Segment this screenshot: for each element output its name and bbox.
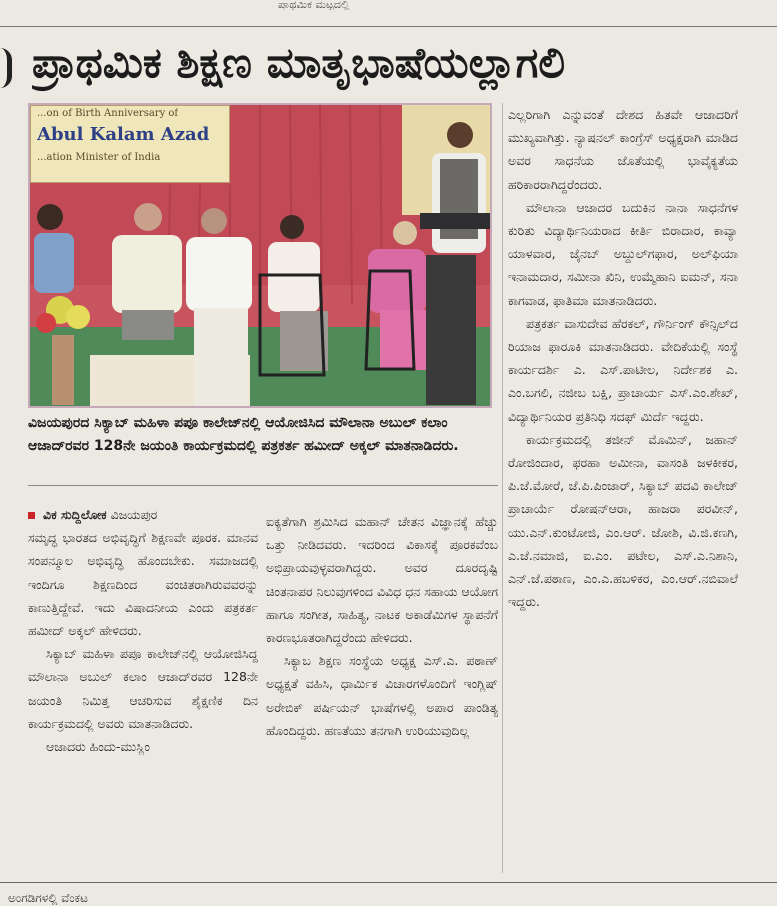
previous-article-text: ಪ್ರಾಥಮಿಕ ಮಟ್ಟದಲ್ಲಿ — [278, 0, 350, 10]
column-divider — [502, 103, 503, 873]
paragraph: ಪತ್ರಕರ್ತ ವಾಸುದೇವ ಹೆರಕಲ್, ಗೌರ್ನಿಂಗ್ ಕೌನ್ಸಿಲ್‌ದ ರಿಯಾಜ ಫಾರೂಕಿ ಮಾತನಾಡಿದರು. ವೇದಿಕೆಯಲ್ಲಿ ಸಂಸ್ಥೆ ಕಾರ್ಯದರ್ಶಿ ಎ. ಎಸ್.ಪಾಟೀಲ, ನಿರ್ದೇಶಕ ಎ. ಎಂ.ಬಗಲಿ, ನಜೀಬ ಬಕ್ಷಿ, ಪ್ರಾಚಾರ್ಯ ಎಸ್.ಎಂ.ಶೇಖ್, ವಿದ್ಯಾರ್ಥಿನಿಯರ ಪ್ರತಿನಿಧಿ ಸದಫ್ ಮಿರ್ದೆ ಇದ್ದರು. — [508, 315, 738, 424]
dateline-place: ವಿಜಯಪುರ — [110, 507, 158, 522]
top-divider — [0, 26, 777, 27]
paragraph: ಸಿಕ್ಯಾಬ್ ಮಹಿಳಾ ಪಪೂ ಕಾಲೇಜ್‌ನಲ್ಲಿ ಆಯೋಜಿಸಿದ್ದ ಮೌಲಾನಾ ಅಬುಲ್ ಕಲಾಂ ಆಜಾದ್‌ರವರ 128ನೇ ಜಯಂತಿ ನಿಮಿತ್ತ ಆಚರಿಸುವ ಶೈಕ್ಷಣಿಕ ದಿನ ಕಾರ್ಯಕ್ರಮದಲ್ಲಿ ಅವರು ಮಾತನಾಡಿದರು. — [28, 646, 258, 731]
dateline-marker-icon — [28, 512, 35, 519]
paragraph: ಎಲ್ಲರಿಗಾಗಿ ಎನ್ನುವಂತೆ ದೇಶದ ಹಿತವೇ ಆಜಾದರಿಗೆ ಮುಖ್ಯವಾಗಿತ್ತು. ನ್ಯಾಷನಲ್ ಕಾಂಗ್ರೆಸ್ ಅಧ್ಯಕ್ಷರಾಗಿ ಮಾಡಿದ ಅವರ ಸಾಧನೆಯ ಜೊತೆಯಲ್ಲಿ ಭಾವೈಕ್ಯತೆಯ ಹರಿಕಾರರಾಗಿದ್ದರೆಂದರು. — [508, 107, 738, 192]
dateline-source: ವಿಕ ಸುದ್ದಿಲೋಕ — [43, 507, 107, 522]
paragraph: ಸಮೃದ್ಧ ಭಾರತದ ಅಭಿವೃದ್ಧಿಗೆ ಶಿಕ್ಷಣವೇ ಪೂರಕ. ಮಾನವ ಸಂಪನ್ಮೂಲ ಅಭಿವೃದ್ಧಿ ಹೊಂದಬೇಕು. ಸಮಾಜದಲ್ಲಿ ಇಂದಿಗೂ ಶಿಕ್ಷಣದಿಂದ ವಂಚಿತರಾಗಿರುವವರನ್ನು ಕಾಣುತ್ತಿದ್ದೇವೆ. ಇದು ವಿಷಾದನೀಯ ಎಂದು ಪತ್ರಕರ್ತ ಹಮೀದ್ ಅಕ್ಕಲ್ ಹೇಳಿದರು. — [28, 530, 258, 639]
paragraph: ಮೌಲಾನಾ ಆಜಾದರ ಬದುಕಿನ ನಾನಾ ಸಾಧನೆಗಳ ಕುರಿತು ವಿದ್ಯಾರ್ಥಿನಿಯರಾದ ಕೀರ್ತಿ ಬಿರಾದಾರ, ಕಾವ್ಯಾ ಯಾಳವಾರ, ಜೈನಬ್ ಅಬ್ದುಲ್‌ಗಫಾರ, ಅಲ್‌ಫಿಯಾ ಇನಾಮದಾರ, ಸಮೀನಾ ಖಿನಿ, ಉಮ್ಮೆಹಾನಿ ಐಮನ್, ಸನಾ ಕಾಗವಾಡ, ಫಾತಿಮಾ ಮಾತನಾಡಿದರು. — [508, 199, 738, 308]
caption-divider — [28, 485, 498, 486]
adjacent-column-edge — [0, 48, 12, 88]
headline: ಪ್ರಾಥಮಿಕ ಶಿಕ್ಷಣ ಮಾತೃಭಾಷೆಯಲ್ಲಾಗಲಿ — [32, 38, 566, 87]
banner-line-2: Abul Kalam Azad — [37, 124, 210, 145]
column-left — [28, 503, 258, 758]
column-right — [508, 103, 738, 613]
next-article-start: ಅಂಗಡಿಗಳಲ್ಲಿ ವೆಂಕಟ — [8, 891, 88, 905]
paragraph: ಸಿಕ್ಯಾಬ ಶಿಕ್ಷಣ ಸಂಸ್ಥೆಯ ಅಧ್ಯಕ್ಷ ಎಸ್.ಎ. ಪಠಾಣ್ ಅಧ್ಯಕ್ಷತೆ ವಹಿಸಿ, ಧಾರ್ಮಿಕ ವಿಚಾರಗಳೊಂದಿಗೆ ಇಂಗ್ಲಿಷ್ ಅರೇಬಿಕ್ ಪರ್ಷಿಯನ್ ಭಾಷೆಗಳಲ್ಲಿ ಅಪಾರ ಪಾಂಡಿತ್ಯ ಹೊಂದಿದ್ದರು. ಹಣತೆಯು ತನಗಾಗಿ ಉರಿಯುವುದಿಲ್ಲ — [266, 653, 498, 738]
banner-line-3: ...ation Minister of India — [37, 152, 161, 163]
column-middle — [266, 510, 498, 742]
paragraph: ಆಜಾದರು ಹಿಂದು-ಮುಸ್ಲಿಂ — [46, 739, 150, 755]
banner-line-1: ...on of Birth Anniversary of — [37, 108, 179, 119]
paragraph: ಕಾರ್ಯಕ್ರಮದಲ್ಲಿ ತಜೀನ್ ಮೊಮಿನ್, ಜಹಾನ್ ರೋಜಿಂದಾರ, ಫರಹಾ ಅಮೀನಾ, ವಾಸಂತಿ ಜಳಕೀಕರ, ಪಿ.ಜೆ.ಮೋರೆ, ಜೆ.ಪಿ.ಪಿಂಜಾರ್, ಸಿಕ್ಯಾಬ್ ಪದವಿ ಕಾಲೇಜ್ ಪ್ರಾಚಾರ್ಯೆ ರೋಷನ್‌ಆರಾ, ಹಾಜರಾ ಪರವೀನ್, ಯು.ಎನ್.ಕುಂಟೋಜಿ, ಎಂ.ಆರ್. ಜೋಶಿ, ವಿ.ಜಿ.ಕಣಗಿ, ಎ.ಜೆ.ನಮಾಜಿ, ಐ.ಎಂ. ಪಟೇಲ, ಎಸ್.ಎ.ನಿಶಾನಿ, ಎನ್.ಜೆ.ಪಠಾಣ, ಎಂ.ಎ.ಹಬಳಿಕರ, ಎಂ.ಆರ್.ನಬಿವಾಲೆ ಇದ್ದರು. — [508, 431, 738, 610]
event-banner — [30, 105, 230, 183]
bottom-divider — [0, 882, 777, 883]
person-3 — [186, 208, 252, 406]
paragraph: ಐಕ್ಯತೆಗಾಗಿ ಶ್ರಮಿಸಿದ ಮಹಾನ್ ಚೇತನ ವಿಜ್ಞಾನಕ್ಕೆ ಹೆಚ್ಚು ಒತ್ತು ನೀಡಿದವರು. ಇದರಿಂದ ವಿಕಾಸಕ್ಕೆ ಪೂರಕವೆಂಬ ಅಭಿಪ್ರಾಯವುಳ್ಳವರಾಗಿದ್ದರು. ಅವರ ದೂರದೃಷ್ಟಿ ಚಿಂತನಾಪರ ನಿಲುವುಗಳಿಂದ ವಿವಿಧ ಧನ ಸಹಾಯ ಆಯೋಗ ಹಾಗೂ ಸಂಗೀತ, ಸಾಹಿತ್ಯ, ನಾಟಕ ಅಕಾಡೆಮಿಗಳ ಸ್ಥಾಪನೆಗೆ ಕಾರಣಭೂತರಾಗಿದ್ದರೆಂದು ಹೇಳಿದರು. — [266, 514, 498, 646]
photo-caption: ವಿಜಯಪುರದ ಸಿಕ್ಯಾಬ್ ಮಹಿಳಾ ಪಪೂ ಕಾಲೇಜ್‌ನಲ್ಲಿ ಆಯೋಜಿಸಿದ ಮೌಲಾನಾ ಅಬುಲ್ ಕಲಾಂ ಆಜಾದ್‌ರವರ 128ನೇ ಜಯಂತಿ ಕಾರ್ಯಕ್ರಮದಲ್ಲಿ ಪತ್ರಕರ್ತ ಹಮೀದ್ ಅಕ್ಕಲ್ ಮಾತನಾಡಿದರು. — [28, 415, 459, 454]
event-photo — [28, 103, 492, 408]
previous-article-tail — [0, 0, 777, 10]
dateline — [28, 503, 258, 526]
